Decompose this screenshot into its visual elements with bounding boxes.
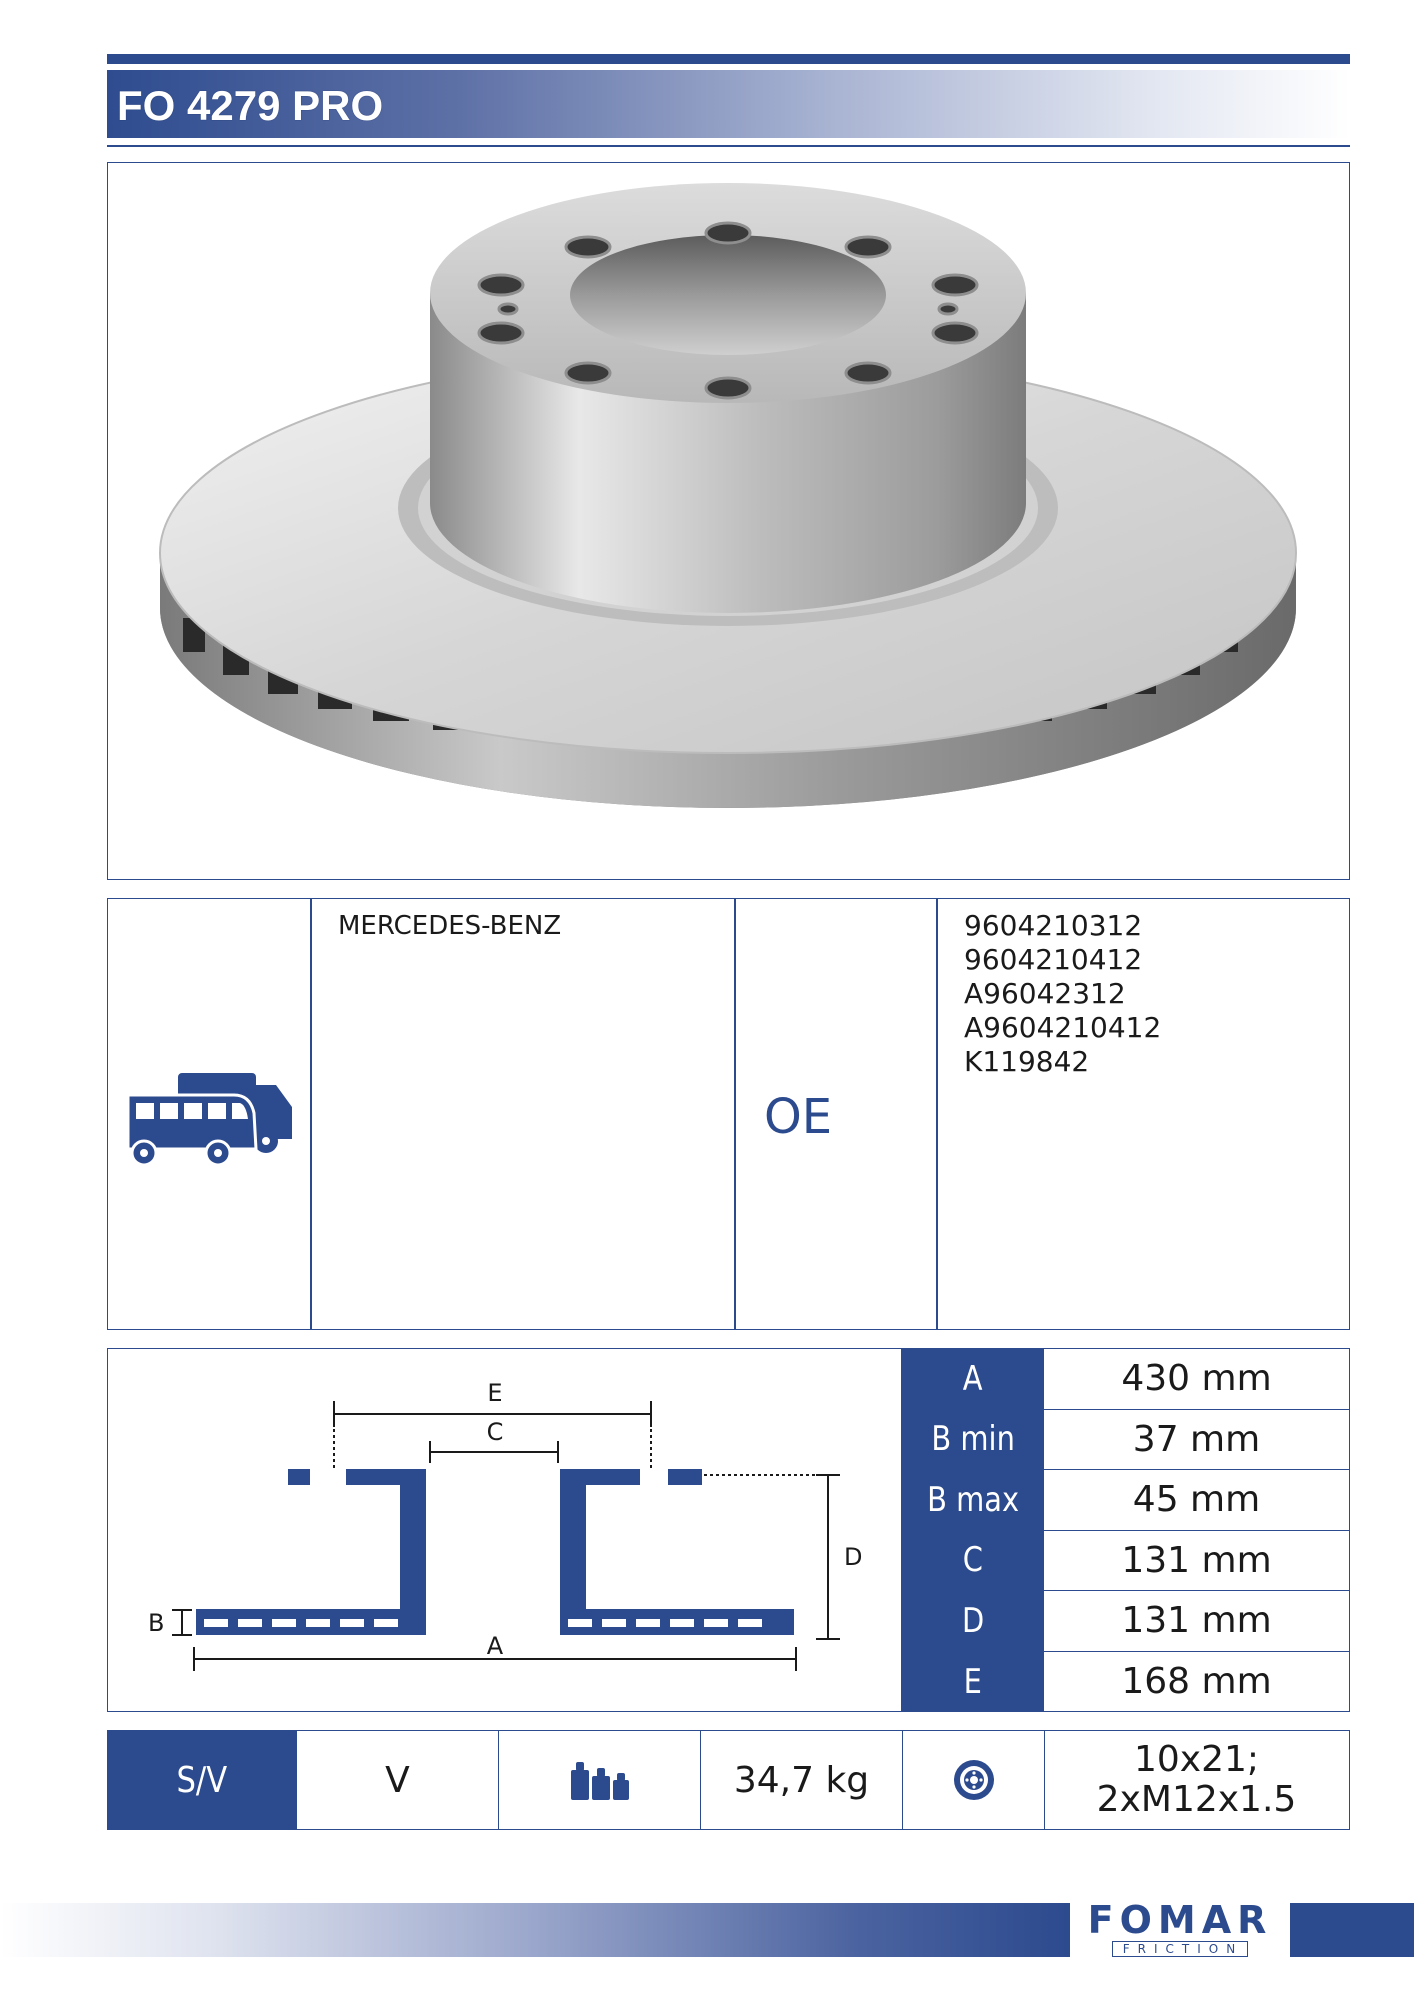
disc-type-value: V (297, 1731, 499, 1829)
dimension-table (902, 1348, 1350, 1712)
title-underline (107, 145, 1350, 147)
weights-icon (567, 1758, 633, 1802)
dim-label-b: B (148, 1609, 165, 1637)
disc-holes-icon (951, 1757, 997, 1803)
bus-truck-icon (126, 1071, 296, 1171)
dimension-row (903, 1591, 1349, 1652)
logo-main-text: FOMAR (1087, 1898, 1273, 1942)
dimension-value: 45 mm (1043, 1470, 1349, 1530)
dimension-label: B max (927, 1479, 1019, 1520)
dim-label-a: A (486, 1632, 504, 1660)
dimension-value: 430 mm (1043, 1349, 1349, 1409)
dimension-label: D (961, 1600, 985, 1641)
oe-label: OE (764, 1089, 833, 1145)
dimension-row (903, 1410, 1349, 1471)
oe-number: 9604210412 (964, 943, 1143, 976)
disc-weight: 34,7 kg (701, 1731, 903, 1829)
dim-label-d: D (844, 1543, 863, 1571)
logo-sub-text: FRICTION (1112, 1941, 1248, 1957)
dimension-label: E (963, 1661, 983, 1702)
bolt-holes-line: 2xM12x1.5 (1096, 1779, 1297, 1820)
spec-row (107, 1730, 1350, 1830)
application-table (107, 898, 1350, 1330)
divider (936, 899, 938, 1329)
dimension-label: C (962, 1540, 984, 1581)
dimension-value: 131 mm (1043, 1591, 1349, 1651)
dimension-label: B min (931, 1419, 1015, 1460)
divider (310, 899, 312, 1329)
cross-section-diagram (108, 1349, 900, 1710)
dimension-value: 168 mm (1043, 1652, 1349, 1713)
dim-label-c: C (486, 1418, 504, 1446)
dimension-row (903, 1652, 1349, 1713)
top-accent-bar (107, 54, 1350, 64)
disc-type-label: S/V (176, 1759, 228, 1801)
oe-number: A9604210412 (964, 1011, 1162, 1044)
brake-disc-image (108, 163, 1348, 878)
dimension-row (903, 1470, 1349, 1531)
fomar-logo (1080, 1900, 1280, 1962)
bolt-holes-spec (1045, 1731, 1348, 1829)
oe-number-list (964, 909, 1161, 1079)
oe-number: A96042312 (964, 977, 1126, 1010)
divider (734, 899, 736, 1329)
product-image-frame (107, 162, 1350, 880)
vehicle-brand: MERCEDES-BENZ (338, 911, 562, 941)
footer-gradient-bar (0, 1903, 1070, 1957)
dim-label-e: E (487, 1379, 503, 1407)
dimension-row (903, 1531, 1349, 1592)
dimension-diagram-frame (107, 1348, 902, 1712)
product-title: FO 4279 PRO (117, 82, 384, 129)
bolt-holes-line: 10x21; (1133, 1739, 1260, 1780)
dimension-value: 37 mm (1043, 1410, 1349, 1470)
dimension-label: A (963, 1358, 983, 1399)
dimension-row (903, 1349, 1349, 1410)
oe-number: 9604210312 (964, 909, 1143, 942)
dimension-value: 131 mm (1043, 1531, 1349, 1591)
oe-number: K119842 (964, 1045, 1090, 1078)
title-bar (107, 70, 1350, 138)
footer-accent-block (1290, 1903, 1414, 1957)
